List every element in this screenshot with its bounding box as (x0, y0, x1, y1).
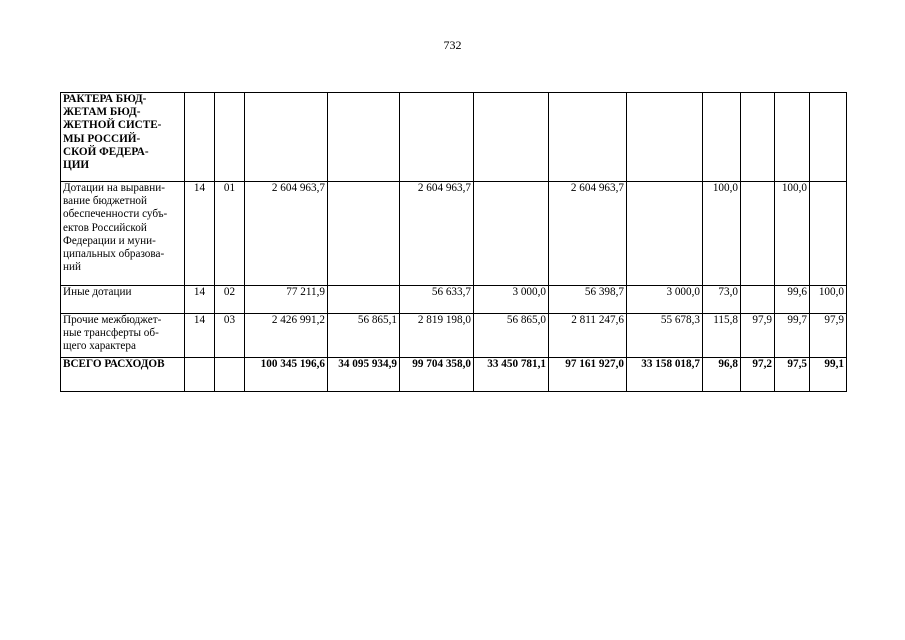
total-percent-cell: 97,2 (741, 358, 775, 392)
section-header-cell (61, 93, 185, 182)
empty-cell (741, 93, 775, 182)
percent-cell: 97,9 (741, 314, 775, 358)
percent-cell: 99,6 (775, 286, 810, 314)
total-label-cell: ВСЕГО РАСХОДОВ (61, 358, 185, 392)
amount-cell: 2 604 963,7 (400, 182, 474, 286)
amount-cell: 56 398,7 (549, 286, 627, 314)
section-code-cell: 14 (185, 314, 215, 358)
header-line: ЦИИ (63, 159, 90, 172)
header-line: МЫ РОССИЙ- (63, 132, 141, 145)
row-name-line: щего характера (63, 340, 136, 353)
row-name-line: Иные дотации (63, 286, 132, 298)
amount-cell: 3 000,0 (474, 286, 549, 314)
total-amount-cell: 100 345 196,6 (245, 358, 328, 392)
header-line: ЖЕТАМ БЮД- (63, 106, 141, 119)
total-amount-cell: 97 161 927,0 (549, 358, 627, 392)
row-name-line: ектов Российской (63, 221, 147, 234)
header-line: ЖЕТНОЙ СИСТЕ- (63, 119, 162, 132)
table-row (61, 286, 847, 314)
percent-cell (741, 286, 775, 314)
total-percent-cell: 97,5 (775, 358, 810, 392)
amount-cell: 56 865,0 (474, 314, 549, 358)
row-name-line: Федерации и муни- (63, 234, 156, 247)
amount-cell: 2 604 963,7 (245, 182, 328, 286)
total-percent-cell: 99,1 (810, 358, 847, 392)
empty-cell (810, 93, 847, 182)
budget-expenditure-table (60, 92, 847, 392)
empty-cell (185, 358, 215, 392)
subsection-code-cell: 02 (215, 286, 245, 314)
amount-cell: 56 633,7 (400, 286, 474, 314)
amount-cell: 56 865,1 (328, 314, 400, 358)
empty-cell (185, 93, 215, 182)
row-name-line: ний (63, 261, 81, 274)
percent-cell: 100,0 (810, 286, 847, 314)
percent-cell: 97,9 (810, 314, 847, 358)
section-code-cell: 14 (185, 182, 215, 286)
table-row-section-header (61, 93, 847, 182)
row-name-line: вание бюджетной (63, 195, 148, 208)
empty-cell (245, 93, 328, 182)
empty-cell (215, 93, 245, 182)
section-code-cell: 14 (185, 286, 215, 314)
table-row-total (61, 358, 847, 392)
subsection-code-cell: 01 (215, 182, 245, 286)
empty-cell (328, 93, 400, 182)
empty-cell (215, 358, 245, 392)
percent-cell: 100,0 (703, 182, 741, 286)
total-amount-cell: 34 095 934,9 (328, 358, 400, 392)
percent-cell: 100,0 (775, 182, 810, 286)
empty-cell (627, 93, 703, 182)
amount-cell: 55 678,3 (627, 314, 703, 358)
empty-cell (775, 93, 810, 182)
percent-cell: 99,7 (775, 314, 810, 358)
amount-cell (328, 182, 400, 286)
row-name-line: ципальных образова- (63, 248, 165, 261)
row-name-cell (61, 182, 185, 286)
total-percent-cell: 96,8 (703, 358, 741, 392)
table-row (61, 314, 847, 358)
empty-cell (400, 93, 474, 182)
total-amount-cell: 33 158 018,7 (627, 358, 703, 392)
page-number: 732 (443, 38, 462, 52)
empty-cell (549, 93, 627, 182)
amount-cell (474, 182, 549, 286)
row-name-line: обеспеченности субъ- (63, 208, 168, 221)
total-amount-cell: 33 450 781,1 (474, 358, 549, 392)
amount-cell: 2 819 198,0 (400, 314, 474, 358)
amount-cell: 3 000,0 (627, 286, 703, 314)
subsection-code-cell: 03 (215, 314, 245, 358)
header-line: СКОЙ ФЕДЕРА- (63, 145, 149, 158)
percent-cell (741, 182, 775, 286)
amount-cell: 2 426 991,2 (245, 314, 328, 358)
table-row (61, 182, 847, 286)
empty-cell (703, 93, 741, 182)
amount-cell (328, 286, 400, 314)
total-amount-cell: 99 704 358,0 (400, 358, 474, 392)
row-name-cell (61, 314, 185, 358)
amount-cell: 2 811 247,6 (549, 314, 627, 358)
row-name-line: Прочие межбюджет- (63, 314, 162, 326)
amount-cell (627, 182, 703, 286)
row-name-line: ные трансферты об- (63, 327, 159, 340)
percent-cell: 73,0 (703, 286, 741, 314)
header-line: РАКТЕРА БЮД- (63, 93, 147, 105)
empty-cell (474, 93, 549, 182)
row-name-line: Дотации на выравни- (63, 182, 165, 194)
amount-cell: 77 211,9 (245, 286, 328, 314)
percent-cell: 115,8 (703, 314, 741, 358)
amount-cell: 2 604 963,7 (549, 182, 627, 286)
percent-cell (810, 182, 847, 286)
row-name-cell (61, 286, 185, 314)
